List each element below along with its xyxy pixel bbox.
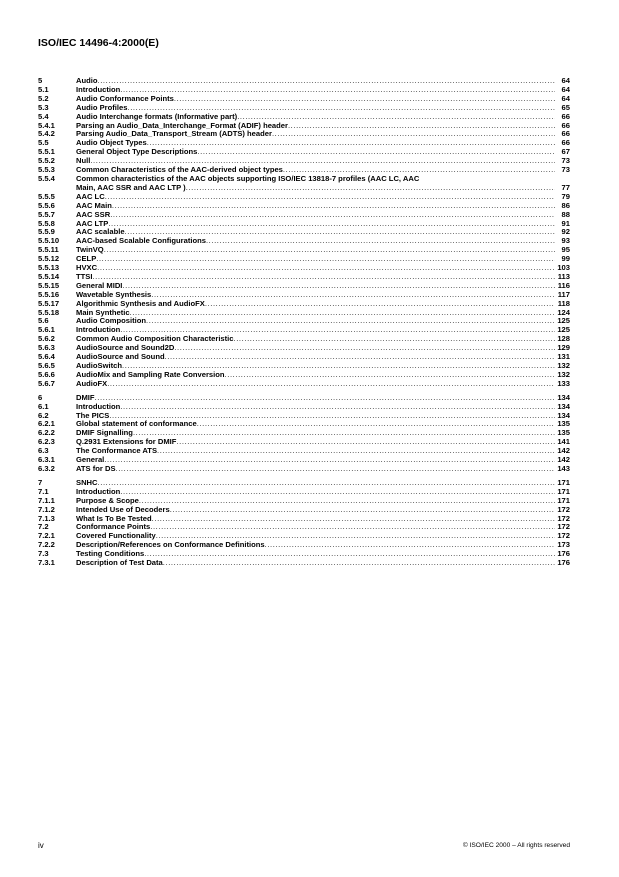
toc-entry-number: 5.5.1 [38, 147, 55, 157]
toc-entry-page: 132 [557, 361, 570, 370]
toc-entry-title: AudioFX [76, 378, 108, 388]
toc-entry-title: Audio Composition [76, 316, 147, 326]
toc-entry-title: General MIDI [76, 280, 123, 290]
toc-entry-number: 7.3 [38, 549, 49, 559]
toc-entry-title: Parsing an Audio_Data_Interchange_Format (ADIF) header [76, 120, 288, 130]
toc-leader-dots [130, 309, 555, 318]
toc-entry-number: 5.5.3 [38, 165, 55, 175]
toc-entry-page: 113 [557, 271, 570, 281]
toc-entry-number: 5.6.5 [38, 361, 55, 370]
toc-entry-title: TTSI [76, 271, 93, 281]
toc-entry-page: 129 [557, 343, 570, 353]
toc-entry-number: 5.6 [38, 316, 49, 326]
toc-entry-page: 66 [561, 138, 570, 148]
toc-entry-number: 7 [38, 477, 43, 487]
toc-entry-number: 7.1.3 [38, 513, 55, 523]
toc-entry-page: 128 [557, 334, 570, 344]
toc-leader-dots [120, 86, 555, 95]
toc-leader-dots [110, 211, 555, 220]
toc-entry-page: 142 [557, 455, 570, 465]
toc-leader-dots [144, 550, 555, 559]
toc-leader-dots [139, 497, 555, 506]
toc-leader-dots [92, 273, 555, 282]
toc-entry-page: 73 [561, 156, 570, 166]
toc-entry-page: 77 [561, 182, 570, 192]
toc-entry-page: 171 [557, 495, 570, 505]
toc-entry-number: 5.6.6 [38, 369, 55, 379]
toc-leader-dots [152, 515, 555, 524]
toc-leader-dots [147, 139, 555, 148]
toc-leader-dots [234, 335, 555, 344]
toc-leader-dots [95, 394, 555, 403]
toc-entry-page: 65 [561, 102, 570, 112]
toc-entry-page: 171 [557, 486, 570, 496]
toc-entry-number: 5.3 [38, 102, 49, 112]
toc-leader-dots [151, 291, 555, 300]
toc-leader-dots [96, 255, 555, 264]
toc-entry[interactable] [38, 447, 570, 456]
toc-leader-dots [163, 559, 555, 568]
toc-entry-title: Introduction [76, 486, 121, 496]
toc-entry-page: 173 [557, 540, 570, 550]
toc-leader-dots [116, 465, 555, 474]
toc-leader-dots [120, 403, 555, 412]
toc-leader-dots [98, 479, 555, 488]
toc-entry-number: 5.5.14 [38, 271, 60, 281]
toc-entry-title: Audio Interchange formats (Informative part) [76, 111, 238, 121]
toc-entry[interactable] [38, 456, 570, 465]
toc-leader-dots [97, 264, 555, 273]
toc-entry-page: 171 [557, 477, 570, 487]
toc-entry-title: Conformance Points [76, 522, 151, 532]
toc-entry-title: Audio Conformance Points [76, 93, 174, 103]
toc-entry-title: General Object Type Descriptions [76, 147, 198, 157]
toc-entry-page: 93 [561, 236, 570, 246]
toc-entry-number: 6.3.1 [38, 455, 55, 465]
toc-entry-page: 134 [557, 392, 570, 402]
toc-entry-title: The Conformance ATS [76, 446, 158, 456]
toc-entry-title: Description/References on Conformance Definitions [76, 540, 265, 550]
toc-entry[interactable] [38, 380, 570, 389]
toc-leader-dots [170, 506, 555, 515]
toc-entry[interactable] [38, 371, 570, 380]
toc-entry[interactable] [38, 403, 570, 412]
toc-entry-number: 5.5.17 [38, 298, 60, 308]
toc-leader-dots [272, 130, 555, 139]
toc-entry-title: AudioSource and Sound [76, 352, 165, 362]
toc-entry-title: What Is To Be Tested [76, 513, 152, 523]
toc-entry-page: 176 [557, 558, 570, 568]
toc-entry-page: 66 [561, 111, 570, 121]
toc-leader-dots [176, 438, 555, 447]
toc-leader-dots [174, 95, 555, 104]
toc-entry-number: 5.4 [38, 111, 49, 121]
toc-leader-dots [107, 380, 555, 389]
toc-leader-dots [104, 246, 555, 255]
toc-entry-number: 6 [38, 392, 43, 402]
toc-entry-number: 6.2 [38, 410, 49, 420]
toc-entry-page: 133 [557, 378, 570, 388]
toc-entry[interactable] [38, 264, 570, 273]
toc-entry-title: Null [76, 156, 91, 166]
toc-entry-number: 7.3.1 [38, 558, 55, 568]
toc-entry[interactable] [38, 246, 570, 255]
toc-entry-title: AAC LC [76, 191, 105, 201]
toc-entry-title: AAC SSR [76, 209, 111, 219]
toc-entry-page: 92 [561, 227, 570, 237]
toc-entry-number: 5.5.7 [38, 209, 55, 219]
toc-leader-dots [150, 523, 555, 532]
toc-entry-title: AudioSource and Sound2D [76, 343, 175, 353]
toc-entry-title: Testing Conditions [76, 549, 145, 559]
toc-entry-number: 5.6.7 [38, 378, 55, 388]
copyright-notice: © ISO/IEC 2000 – All rights reserved [462, 842, 570, 849]
toc-entry-title: Purpose & Scope [76, 495, 139, 505]
toc-entry-number: 5 [38, 76, 43, 85]
toc-entry-page: 103 [557, 263, 570, 273]
toc-entry-title-continued: Main, AAC SSR and AAC LTP ) [76, 182, 186, 192]
toc-entry-page: 64 [561, 76, 570, 85]
toc-entry-number: 5.5 [38, 138, 49, 148]
toc-entry-number: 5.5.8 [38, 218, 55, 228]
toc-entry-page: 132 [557, 369, 570, 379]
toc-leader-dots [288, 122, 555, 131]
toc-entry-title: AAC Main [76, 200, 112, 210]
toc-entry[interactable] [38, 148, 570, 157]
table-of-contents [38, 77, 570, 568]
toc-entry-page: 79 [561, 191, 570, 201]
toc-entry-title: Description of Test Data [76, 558, 163, 568]
toc-leader-dots [133, 429, 555, 438]
toc-entry-title: Algorithmic Synthesis and AudioFX [76, 298, 205, 308]
toc-entry-page: 135 [557, 428, 570, 438]
toc-entry-title: Q.2931 Extensions for DMIF [76, 437, 177, 447]
toc-entry-number: 6.2.2 [38, 428, 55, 438]
toc-entry-title: ATS for DS [76, 463, 116, 473]
toc-leader-dots [104, 456, 555, 465]
toc-entry-number: 7.2.2 [38, 540, 55, 550]
toc-leader-dots [120, 488, 555, 497]
toc-entry-number: 7.1.2 [38, 504, 55, 514]
toc-entry-page: 99 [561, 254, 570, 264]
toc-entry-title: DMIF Signalling [76, 428, 133, 438]
toc-entry-page: 176 [557, 549, 570, 559]
toc-entry-page: 141 [557, 437, 570, 447]
toc-entry[interactable] [38, 211, 570, 220]
toc-entry-page: 86 [561, 200, 570, 210]
toc-entry-title: Covered Functionality [76, 531, 156, 541]
toc-entry[interactable] [38, 559, 570, 568]
toc-entry-title: Audio Profiles [76, 102, 128, 112]
toc-entry-title: Common Audio Composition Characteristic [76, 334, 234, 344]
toc-entry[interactable] [38, 193, 570, 202]
toc-entry-page: 64 [561, 93, 570, 103]
toc-leader-dots [265, 541, 555, 550]
toc-entry-page: 142 [557, 446, 570, 456]
toc-entry-number: 5.4.1 [38, 120, 55, 130]
toc-entry-title: Common Characteristics of the AAC-derived object types [76, 165, 283, 175]
toc-entry-page: 143 [557, 463, 570, 473]
toc-entry-page: 95 [561, 245, 570, 255]
toc-entry[interactable] [38, 255, 570, 264]
toc-entry-title: AAC scalable [76, 227, 125, 237]
toc-leader-dots [108, 220, 555, 229]
toc-entry-title: Introduction [76, 325, 121, 335]
toc-leader-dots [112, 202, 555, 211]
toc-entry-title: AudioSwitch [76, 361, 122, 370]
toc-entry-page: 131 [557, 352, 570, 362]
toc-entry-title: Audio [76, 76, 98, 85]
toc-entry-number: 5.1 [38, 84, 49, 94]
toc-entry[interactable] [38, 465, 570, 474]
toc-leader-dots [186, 184, 555, 193]
toc-entry[interactable] [38, 202, 570, 211]
toc-entry-number: 5.5.2 [38, 156, 55, 166]
toc-entry-page: 134 [557, 410, 570, 420]
toc-entry-page: 125 [557, 316, 570, 326]
toc-entry-title: General [76, 455, 105, 465]
toc-entry-number: 7.2.1 [38, 531, 55, 541]
toc-entry-number: 5.5.15 [38, 280, 60, 290]
toc-entry-title: Intended Use of Decoders [76, 504, 170, 514]
toc-entry-title: Global statement of conformance [76, 419, 197, 429]
toc-leader-dots [206, 237, 555, 246]
toc-leader-dots [197, 420, 555, 429]
toc-entry-title: Common characteristics of the AAC objects supporting ISO/IEC 13818-7 profiles (AAC LC, AAC [76, 173, 420, 183]
toc-entry-page: 125 [557, 325, 570, 335]
toc-entry-page: 91 [561, 218, 570, 228]
toc-entry-title: AudioMix and Sampling Rate Conversion [76, 369, 225, 379]
toc-entry-title: Wavetable Synthesis [76, 289, 152, 299]
toc-leader-dots [197, 148, 555, 157]
toc-entry-page: 135 [557, 419, 570, 429]
toc-entry-title: CELP [76, 254, 97, 264]
toc-entry-title: Main Synthetic [76, 307, 130, 317]
toc-entry-title: AAC LTP [76, 218, 109, 228]
toc-entry-title: HVXC [76, 263, 98, 273]
toc-entry-number: 5.5.5 [38, 191, 55, 201]
toc-entry-page: 134 [557, 401, 570, 411]
toc-entry[interactable] [38, 237, 570, 246]
toc-entry-number: 5.5.9 [38, 227, 55, 237]
toc-entry-number: 6.2.3 [38, 437, 55, 447]
toc-leader-dots [157, 447, 555, 456]
toc-entry-page: 66 [561, 120, 570, 130]
toc-entry-number: 6.3.2 [38, 463, 55, 473]
toc-entry-page: 118 [557, 298, 570, 308]
toc-entry-title: AAC-based Scalable Configurations [76, 236, 206, 246]
toc-entry-title: Audio Object Types [76, 138, 147, 148]
toc-entry-page: 172 [557, 513, 570, 523]
toc-entry-number: 5.6.3 [38, 343, 55, 353]
toc-entry-number: 5.5.13 [38, 263, 60, 273]
toc-entry-number: 6.3 [38, 446, 49, 456]
toc-entry-title: SNHC [76, 477, 98, 487]
toc-entry-page: 64 [561, 84, 570, 94]
toc-entry-page: 88 [561, 209, 570, 219]
toc-entry-title: The PICS [76, 410, 110, 420]
toc-entry-number: 7.2 [38, 522, 49, 532]
toc-entry-number: 6.2.1 [38, 419, 55, 429]
toc-entry-page: 172 [557, 522, 570, 532]
toc-entry-page: 73 [561, 165, 570, 175]
toc-leader-dots [122, 282, 555, 291]
toc-entry-number: 6.1 [38, 401, 49, 411]
toc-entry-page: 67 [561, 147, 570, 157]
document-header: ISO/IEC 14496-4:2000(E) [38, 37, 159, 49]
toc-entry-number: 5.5.4 [38, 173, 55, 183]
toc-entry-number: 5.5.6 [38, 200, 55, 210]
toc-entry-number: 5.5.18 [38, 307, 60, 317]
toc-entry-number: 5.6.4 [38, 352, 55, 362]
toc-entry-title: DMIF [76, 392, 95, 402]
toc-entry-page: 116 [557, 280, 570, 290]
toc-leader-dots [146, 317, 555, 326]
toc-entry-number: 5.5.10 [38, 236, 60, 246]
toc-entry[interactable] [38, 175, 570, 193]
toc-entry-number: 5.2 [38, 93, 49, 103]
toc-entry-page: 66 [561, 129, 570, 139]
toc-entry-title: TwinVQ [76, 245, 104, 255]
toc-entry-page: 117 [557, 289, 570, 299]
toc-entry-number: 5.5.11 [38, 245, 59, 255]
toc-entry-page: 172 [557, 504, 570, 514]
toc-entry-page: 124 [557, 307, 570, 317]
toc-leader-dots [205, 300, 555, 309]
toc-leader-dots [165, 353, 555, 362]
toc-entry-title: Parsing Audio_Data_Transport_Stream (ADTS) header [76, 129, 272, 139]
toc-entry-number: 5.5.12 [38, 254, 60, 264]
toc-entry-title: Introduction [76, 401, 121, 411]
toc-entry-title: Introduction [76, 84, 121, 94]
toc-entry-number: 5.4.2 [38, 129, 55, 139]
toc-leader-dots [225, 371, 555, 380]
toc-leader-dots [174, 344, 555, 353]
toc-entry-number: 5.5.16 [38, 289, 60, 299]
toc-entry-page: 172 [557, 531, 570, 541]
page-number: iv [38, 841, 44, 850]
toc-leader-dots [105, 193, 555, 202]
toc-entry-number: 5.6.1 [38, 325, 55, 335]
toc-entry-number: 7.1.1 [38, 495, 55, 505]
toc-entry-number: 7.1 [38, 486, 49, 496]
toc-entry-number: 5.6.2 [38, 334, 55, 344]
toc-leader-dots [98, 77, 555, 86]
